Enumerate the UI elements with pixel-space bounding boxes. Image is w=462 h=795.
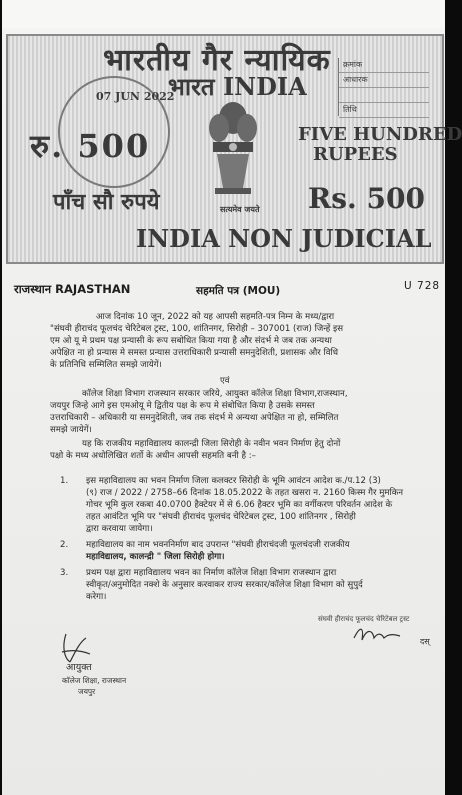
stamp-side-register	[338, 58, 429, 116]
signatory-department: कॉलेज शिक्षा, राजस्थान	[62, 676, 127, 685]
item3-line: करेगा।	[86, 592, 107, 602]
stamp-hindi-title: भारतीय गैर न्यायिक	[103, 43, 331, 78]
signatory-city: जयपुर	[78, 687, 96, 696]
stamp-serial-number: U 728	[404, 280, 441, 292]
document-title: सहमति पत्र (MOU)	[196, 285, 281, 297]
stamp-side-label	[339, 88, 429, 103]
para1-line: के प्रतिनिधि सम्मिलित समझे जायेगें।	[50, 360, 162, 370]
para1-line: "संघवी हीराचंद फूलचंद चेरिटेबल ट्रस्ट, 100, शांतिनगर, सिरोही – 307001 (राज) जिन्हें इस	[50, 324, 344, 334]
stamp-motto: सत्यमेव जयते	[220, 204, 260, 214]
item3-line: प्रथम पक्ष द्वारा महाविद्यालय भवन का निर्माण कॉलेज शिक्षा विभाग राजस्थान द्वारा	[86, 568, 337, 578]
right-edge-text: दस्	[420, 637, 430, 646]
para2-line: जयपुर जिन्हे आगे इस एमओयू मे द्वितीय पक्ष के रूप मे संबोधित किया है उसके समस्त	[50, 401, 315, 411]
state-label: राजस्थान RAJASTHAN	[14, 282, 131, 296]
stamp-non-judicial-label: INDIA NON JUDICIAL	[136, 224, 432, 253]
ashoka-emblem-icon	[203, 98, 263, 202]
para1-line: आज दिनांक 10 जून, 2022 को यह आपसी सहमति-पत्र निम्न के मध्य/द्वारा	[96, 312, 335, 322]
item3-line: स्वीकृत/अनुमोदित नक्शे के अनुसार करवाकर राज्य सरकार/कॉलेज शिक्षा विभाग को सुपुर्द	[86, 580, 363, 590]
stamp-side-label: आधारक	[339, 73, 429, 88]
trust-seal-text: संघवी हीराचंद फूलचंद चेरिटेबल ट्रस्ट	[318, 615, 410, 623]
stamp-side-label: क्रमांक	[339, 58, 429, 73]
para2-line: समझे जायेगें।	[50, 425, 92, 435]
stamp-side-label: तिथि	[339, 103, 429, 118]
item1-line: द्वारा करवाया जायेगा।	[86, 524, 153, 534]
stamp-bharat-india: भारत INDIA	[168, 72, 307, 101]
item2-line: महाविद्यालय, कालन्द्री " जिला सिरोही होगा।	[86, 552, 225, 562]
stamp-five-hundred: FIVE HUNDRED	[298, 124, 462, 145]
item1-line: तहत आवंटित भूमि पर "संघवी हीराचंद फूलचंद चेरिटेबल ट्रस्ट, 100 शांतिनगर , सिरोही	[86, 512, 356, 522]
item-number: 1.	[60, 476, 69, 486]
stamp-rupees: RUPEES	[313, 144, 398, 165]
item2-line: महाविद्यालय का नाम भवननिर्माण बाद उपरान्त "संघवी हीराचंदजी फूलचंदजी राजकीय	[86, 540, 350, 550]
signatory-title: आयुक्त	[66, 662, 92, 673]
para1-line: एम ओ यू मे प्रथम पक्ष प्रन्यासी के रूप सबोधित किया गया है और संदर्भ मे जब तक अन्यथा	[50, 336, 332, 346]
item-number: 3.	[60, 568, 69, 578]
para1-line: अपेक्षित ना हो प्रन्यास मे समस्त प्रन्यास उत्तराधिकारी प्रन्यासी समनुदेशिती, प्रशासक और विधि	[50, 348, 339, 358]
para2-line: कॉलेज शिक्षा विभाग राजस्थान सरकार जरिये, आयुक्त कॉलेज शिक्षा विभाग,राजस्थान,	[82, 389, 348, 399]
page-top-margin	[2, 0, 445, 28]
stamp-value-left: रु. 500	[30, 127, 151, 165]
item1-line: (९) राज / 2022 / 2758–66 दिनांक 18.05.2022 के तहत खसरा न. 2160 किस्म गैर मुमकिन	[86, 488, 404, 498]
item1-line: गोचर भूमि कुल रकबा 40.0700 हैक्टेयर में से 6.06 हैक्टर भूमि का वर्गीकरण परिवर्तन आदेश के	[86, 500, 393, 510]
para2-line: उत्तराधिकारी – अधिकारी या समनुदेशिती, जब तक संदर्भ मे अन्यथा अपेक्षित ना हो, सम्मिलित	[50, 413, 339, 423]
non-judicial-stamp	[6, 34, 462, 264]
stamp-date: 07 JUN 2022	[96, 90, 175, 103]
stamp-value-hindi: पाँच सौ रुपये	[53, 189, 160, 215]
trust-signature-icon	[350, 622, 410, 646]
stamp-value-right: Rs. 500	[308, 182, 425, 215]
para3-line: पक्षो के मध्य अधोलिखित शर्तो के अधीन आपसी सहमति बनी है :–	[50, 451, 256, 461]
conjunction-evam: एवं	[220, 376, 230, 386]
item1-line: इस महाविद्यालय का भवन निर्माण जिला कलक्टर सिरोही के भूमि आवंटन आदेश क./प.12 (3)	[86, 476, 381, 486]
para3-line: यह कि राजकीय महाविद्यालय कालन्द्री जिला सिरोही के नवीन भवन निर्माण हेतु दोनों	[82, 439, 341, 449]
item-number: 2.	[60, 540, 69, 550]
